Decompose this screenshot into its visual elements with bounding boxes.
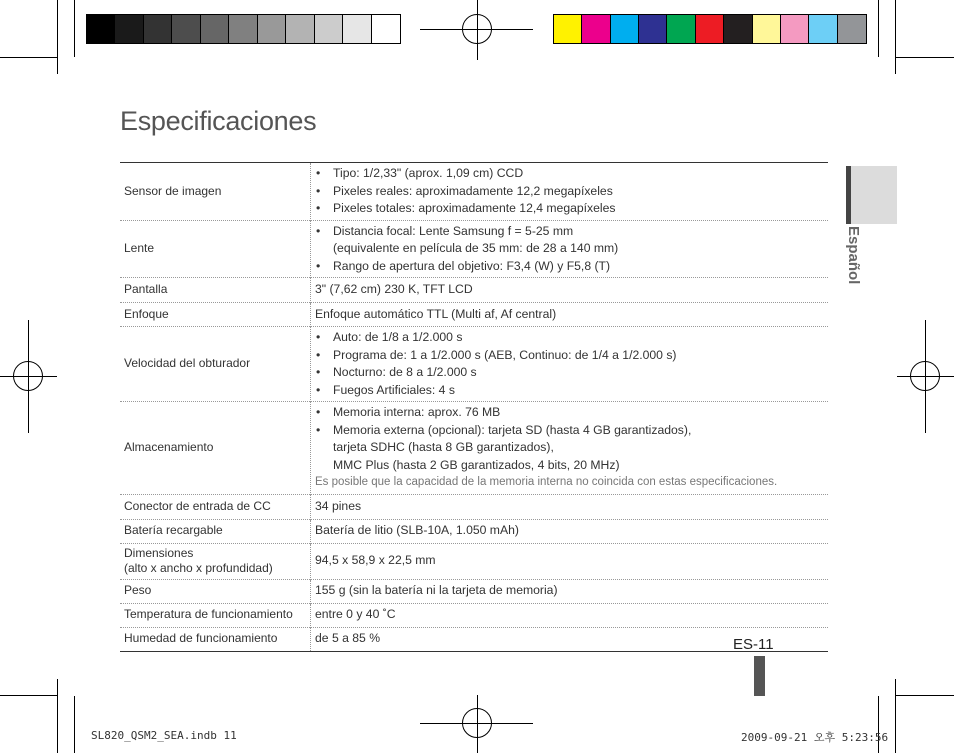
footer-file: SL820_QSM2_SEA.indb 11 [91,729,237,742]
crop-mark [895,679,896,753]
color-swatch [554,15,582,43]
list-item: • Fuegos Artificiales: 4 s [315,382,824,400]
crop-mark [74,696,75,753]
table-row [120,220,828,278]
registration-circle [462,14,492,44]
table-row [120,402,828,495]
spec-value: entre 0 y 40 ˚C [315,607,396,622]
list-item-line: Memoria externa (opcional): tarjeta SD (hasta 4 GB garantizados), [333,422,692,437]
spec-label [120,543,311,579]
table-row [120,579,828,603]
registration-circle [462,708,492,738]
spec-label: Sensor de imagen [120,163,311,221]
list-item [315,422,824,475]
spec-label: Humedad de funcionamiento [120,627,311,651]
list-item: • Auto: de 1/8 a 1/2.000 s [315,329,824,347]
table-row [120,278,828,303]
spec-label-line: Dimensiones [124,545,194,560]
spec-label: Peso [120,579,311,603]
spec-label: Temperatura de funcionamiento [120,603,311,627]
spec-label: Almacenamiento [120,402,311,495]
table-row [120,627,828,651]
color-swatch [87,15,115,43]
crop-mark [895,695,954,696]
crop-mark [895,57,954,58]
table-row [120,494,828,519]
spec-value: 34 pines [315,498,362,513]
page-number: ES-11 [733,636,774,653]
registration-circle [13,361,43,391]
list-item-line: MMC Plus (hasta 2 GB garantizados, 4 bits, 20 MHz) [333,457,620,472]
crop-mark [0,695,58,696]
color-swatch [809,15,837,43]
color-swatch [781,15,809,43]
color-swatch [724,15,752,43]
color-swatch [258,15,286,43]
side-tab [846,166,897,224]
spec-label: Enfoque [120,303,311,327]
spec-label: Pantalla [120,278,311,303]
spec-value [311,163,829,221]
color-swatch [611,15,639,43]
crop-mark [878,0,879,57]
storage-note: Es posible que la capacidad de la memoria interna no coincida con estas especificaciones. [315,476,778,488]
spec-label: Batería recargable [120,519,311,543]
color-swatch [667,15,695,43]
color-swatch [696,15,724,43]
table-row [120,603,828,627]
crop-mark [0,57,58,58]
spec-table [120,162,828,652]
list-item: • Nocturno: de 8 a 1/2.000 s [315,364,824,382]
color-swatch [201,15,229,43]
list-item [315,223,824,258]
crop-mark [74,0,75,57]
list-item: • Pixeles totales: aproximadamente 12,4 megapíxeles [315,200,824,218]
color-swatch [753,15,781,43]
page-title: Especificaciones [120,106,317,136]
crop-mark [57,0,58,74]
list-item: • Memoria interna: aprox. 76 MB [315,404,824,422]
side-language-label: Español [845,226,862,285]
spec-label: Velocidad del obturador [120,327,311,402]
color-swatch [172,15,200,43]
spec-value: 3" (7,62 cm) 230 K, TFT LCD [315,282,473,297]
list-item-line: Distancia focal: Lente Samsung f = 5-25 mm [333,223,574,238]
spec-value [311,220,829,278]
spec-value [311,402,829,495]
color-swatch [315,15,343,43]
table-row [120,163,828,221]
color-swatch [286,15,314,43]
list-item: • Programa de: 1 a 1/2.000 s (AEB, Continuo: de 1/4 a 1/2.000 s) [315,347,824,365]
spec-value: Batería de litio (SLB-10A, 1.050 mAh) [315,523,519,538]
list-item: • Pixeles reales: aproximadamente 12,2 megapíxeles [315,183,824,201]
crop-mark [895,0,896,74]
table-row [120,543,828,579]
spec-value: Enfoque automático TTL (Multi af, Af central) [315,306,557,321]
spec-label: Conector de entrada de CC [120,494,311,519]
spec-value: de 5 a 85 % [315,631,381,646]
color-swatch [639,15,667,43]
spec-value: 155 g (sin la batería ni la tarjeta de memoria) [315,583,558,598]
spec-label-line: (alto x ancho x profundidad) [124,561,273,575]
color-swatch [144,15,172,43]
spec-value: 94,5 x 58,9 x 22,5 mm [315,553,436,568]
registration-circle [910,361,940,391]
color-swatch [582,15,610,43]
list-item: • Rango de apertura del objetivo: F3,4 (W) y F5,8 (T) [315,258,824,276]
table-row [120,303,828,327]
spec-value [311,327,829,402]
grayscale-bar [86,14,401,44]
list-item: • Tipo: 1/2,33" (aprox. 1,09 cm) CCD [315,165,824,183]
color-swatch [343,15,371,43]
color-swatch [838,15,866,43]
crop-mark [57,679,58,753]
footer-timestamp: 2009-09-21 오후 5:23:56 [741,731,889,744]
table-row [120,519,828,543]
spec-label: Lente [120,220,311,278]
list-item-line: (equivalente en película de 35 mm: de 28 a 140 mm) [333,241,619,255]
color-swatch [115,15,143,43]
side-tab-strip [846,166,851,224]
list-item-line: tarjeta SDHC (hasta 8 GB garantizados), [333,440,554,454]
color-bar [553,14,867,44]
color-swatch [229,15,257,43]
page-tab [754,656,765,696]
table-row [120,327,828,402]
color-swatch [372,15,400,43]
